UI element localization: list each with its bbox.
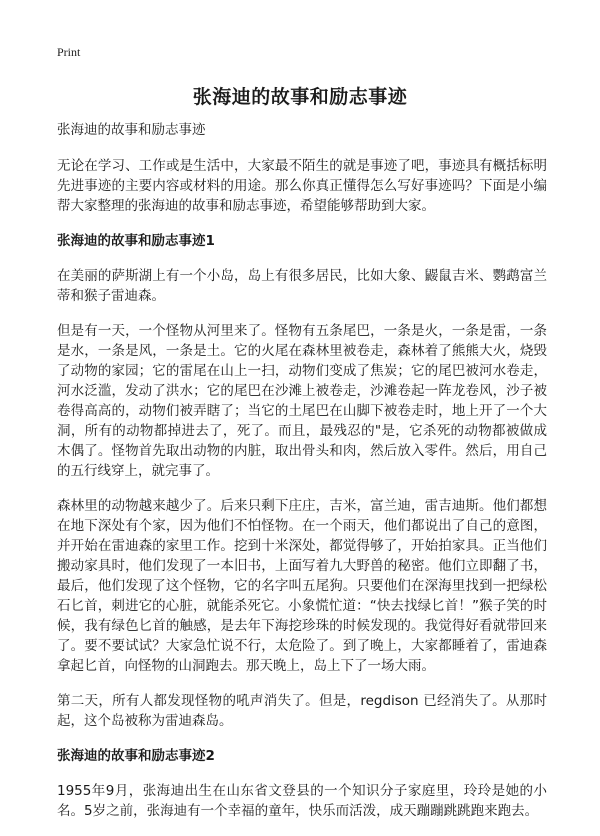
section-1-paragraph: 森林里的动物越来越少了。后来只剩下庄庄，吉米，富兰迪，雷吉迪斯。他们都想在地下深处有个家，因为他们不怕怪物。在一个雨天，他们都说出了自己的意图，并开始在雷迪森的家里工作。挖到十米深处，都觉得够了，开始拍家具。正当他们搬动家具时，他们发现了一本旧书，上面写着九大野兽的秘密。他们立即翻了书，最后，他们发现了这个怪物，它的名字叫五尾狗。只要他们在深海里找到一把绿松石匕首，刺进它的心脏，就能杀死它。小象慌忙道：“快去找绿匕首！”猴子笑的时候，我有绿色匕首的触感，是去年下海挖珍珠的时候发现的。我觉得好看就带回来了。要不要试试？大家急忙说不行，太危险了。到了晚上，大家都睡着了，雷迪森拿起匕首，向怪物的山洞跑去。那天晚上，岛上下了一场大雨。 [57, 498, 547, 674]
section-1-paragraph: 在美丽的萨斯湖上有一个小岛，岛上有很多居民，比如大象、鼹鼠吉米、鹦鹉富兰蒂和猴子雷迪森。 [57, 268, 547, 304]
page-title: 张海迪的故事和励志事迹 [192, 86, 408, 108]
intro-paragraph: 无论在学习、工作或是生活中，大家最不陌生的就是事迹了吧，事迹具有概括标明先进事迹的主要内容或材料的用途。那么你真正懂得怎么写好事迹吗？下面是小编帮大家整理的张海迪的故事和励志事迹，希望能够帮助到大家。 [57, 158, 547, 214]
article-body [57, 120, 547, 836]
article-subtitle: 张海迪的故事和励志事迹 [57, 122, 206, 138]
section-2-heading: 张海迪的故事和励志事迹2 [57, 748, 215, 764]
section-1-paragraph: 但是有一天，一个怪物从河里来了。怪物有五条尾巴，一条是火，一条是雷，一条是水，一条是风，一条是土。它的火尾在森林里被卷走，森林着了熊熊大火，烧毁了动物的家园；它的雷尾在山上一扫，动物们变成了焦炭；它的尾巴被河水卷走，河水泛滥，发动了洪水；它的尾巴在沙滩上被卷走，沙滩卷起一阵龙卷风，沙子被卷得高高的，动物们被弄瞎了；当它的土尾巴在山脚下被卷走时，地上开了一个大洞，所有的动物都掉进去了，死了。而且，最残忍的"是，它杀死的动物都被做成木偶了。怪物首先取出动物的内脏，取出骨头和肉，然后放入零件。然后，用自己的五行线穿上，就完事了。 [57, 323, 547, 479]
print-link[interactable]: Print [57, 45, 81, 59]
section-1-paragraph: 第二天，所有人都发现怪物的吼声消失了。但是，regdison 已经消失了。从那时起，这个岛被称为雷迪森岛。 [57, 693, 547, 729]
section-2-paragraph: 1955年9月，张海迪出生在山东省文登县的一个知识分子家庭里，玲玲是她的小名。5岁之前，张海迪有一个幸福的童年，快乐而活泼，成天蹦蹦跳跳跑来跑去。 [57, 783, 547, 819]
section-1-heading: 张海迪的故事和励志事迹1 [57, 233, 215, 249]
